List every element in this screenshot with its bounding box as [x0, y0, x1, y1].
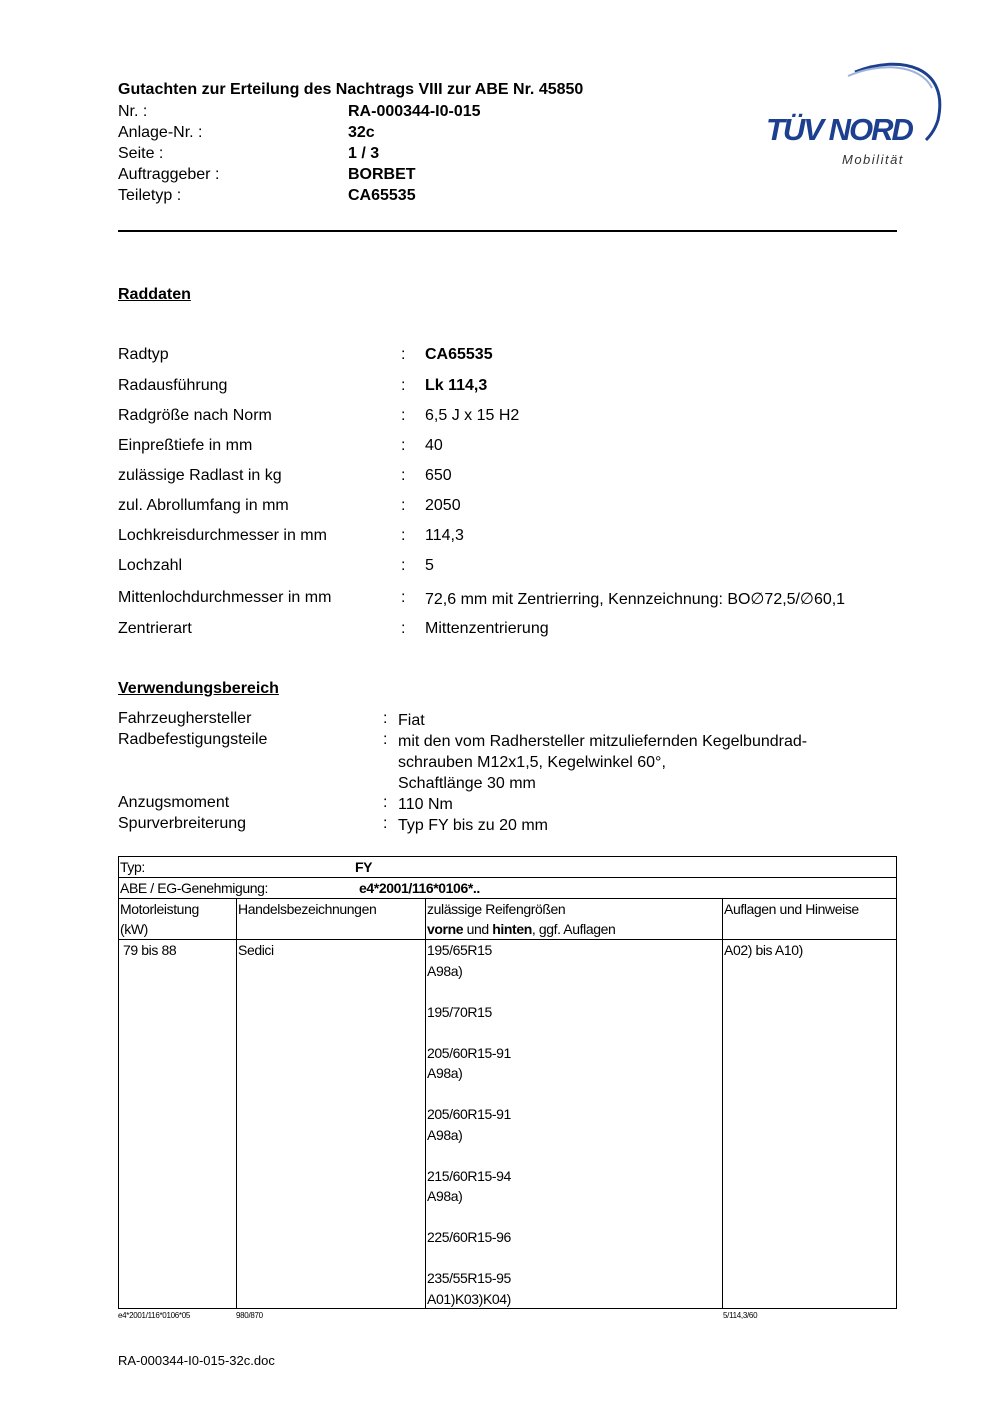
col-header-motor-line: Motorleistung: [120, 901, 199, 917]
raddaten-value: 40: [425, 437, 443, 454]
col-header-reifen-line: zulässige Reifengrößen: [427, 901, 566, 917]
verwendung-label: Fahrzeughersteller: [118, 710, 252, 727]
raddaten-separator: :: [401, 589, 406, 606]
raddaten-label: zulässige Radlast in kg: [118, 467, 282, 484]
tire-entry: A98a): [427, 1188, 463, 1204]
tire-entry: 235/55R15-95: [427, 1270, 511, 1286]
raddaten-separator: :: [401, 557, 406, 574]
table-column-rule: [236, 898, 237, 1308]
header-value: 32c: [348, 124, 375, 141]
raddaten-row: [118, 589, 918, 611]
col-header-motor-line: (kW): [120, 921, 148, 937]
raddaten-label: Einpreßtiefe in mm: [118, 437, 253, 454]
auflagen-value: A02) bis A10): [724, 942, 803, 958]
table-column-rule: [722, 898, 723, 1308]
raddaten-row: [118, 437, 918, 459]
raddaten-label: Zentrierart: [118, 620, 192, 637]
raddaten-label: zul. Abrollumfang in mm: [118, 497, 289, 514]
verwendung-value-line: Schaftlänge 30 mm: [398, 775, 536, 792]
raddaten-value: 114,3: [425, 527, 464, 544]
tire-entry: 205/60R15-91: [427, 1044, 511, 1061]
col-header-auflagen: Auflagen und Hinweise: [724, 901, 859, 917]
typ-value: FY: [355, 859, 373, 875]
raddaten-label: Radausführung: [118, 377, 228, 394]
header-row-nr: [118, 103, 678, 124]
raddaten-row: [118, 346, 918, 368]
verwendung-value: [398, 731, 807, 794]
verwendung-separator: :: [383, 710, 388, 727]
header-value: BORBET: [348, 166, 416, 183]
tire-entry: [427, 1145, 511, 1166]
raddaten-value: 6,5 J x 15 H2: [425, 407, 520, 424]
header-label: Teiletyp :: [118, 187, 182, 204]
raddaten-separator: :: [401, 346, 406, 363]
tuv-nord-logo: [760, 58, 950, 173]
table-column-rule: [425, 898, 426, 1308]
logo-brand-text: TÜV NORD: [766, 112, 912, 147]
verwendung-value: Fiat: [398, 712, 425, 729]
raddaten-row: [118, 557, 918, 579]
raddaten-value: 2050: [425, 497, 461, 514]
tire-entry: [427, 1022, 511, 1043]
raddaten-value: 72,6 mm mit Zentrierring, Kennzeichnung: BO∅72,5/∅60,1: [425, 591, 846, 608]
document-title: Gutachten zur Erteilung des Nachtrags VIII zur ABE Nr. 45850: [118, 81, 584, 98]
verwendung-separator: :: [383, 731, 388, 748]
header-row-teiletyp: [118, 187, 678, 208]
raddaten-label: Lochkreisdurchmesser in mm: [118, 527, 327, 544]
section-heading-raddaten: Raddaten: [118, 286, 191, 303]
tire-entry: A01)K03)K04): [427, 1290, 511, 1307]
header-label: Anlage-Nr. :: [118, 124, 203, 141]
document-filename: RA-000344-I0-015-32c.doc: [118, 1353, 275, 1368]
raddaten-separator: :: [401, 467, 406, 484]
header-row-seite: [118, 145, 678, 166]
tire-entry: [427, 981, 511, 1002]
header-value: RA-000344-I0-015: [348, 103, 481, 120]
tire-entry: A98a): [427, 1065, 463, 1081]
raddaten-separator: :: [401, 437, 406, 454]
header-label: Nr. :: [118, 103, 148, 120]
header-row-auftraggeber: [118, 166, 678, 187]
tire-entry: [427, 1248, 511, 1269]
logo-subtitle-text: Mobilität: [842, 152, 904, 167]
col-header-und: und: [463, 921, 493, 937]
col-header-vorne: vorne: [427, 921, 464, 937]
raddaten-separator: :: [401, 527, 406, 544]
col-header-reifen-line: [427, 919, 615, 939]
raddaten-separator: :: [401, 497, 406, 514]
verwendung-separator: :: [383, 815, 388, 832]
header-value: CA65535: [348, 187, 416, 204]
verwendung-label: Spurverbreiterung: [118, 815, 247, 832]
section-heading-verwendungsbereich: Verwendungsbereich: [118, 680, 279, 697]
raddaten-separator: :: [401, 620, 406, 637]
raddaten-label: Radgröße nach Norm: [118, 407, 272, 424]
tire-entry: A98a): [427, 962, 463, 979]
col-header-auflagen-suffix: , ggf. Auflagen: [531, 921, 616, 937]
raddaten-value: 650: [425, 467, 452, 484]
tire-entry: 195/65R15: [427, 942, 492, 958]
abe-label: ABE / EG-Genehmigung:: [120, 880, 269, 896]
tire-size-list: [427, 940, 511, 1309]
raddaten-value: 5: [425, 557, 434, 574]
col-header-hinten: hinten: [492, 921, 532, 937]
col-header-reifen: [427, 899, 615, 939]
verwendung-value-line: mit den vom Radhersteller mitzuliefernden Kegelbundrad-: [398, 733, 808, 750]
header-label: Seite :: [118, 145, 164, 162]
header-row-anlage: [118, 124, 678, 145]
col-header-handelsbezeichnungen: Handelsbezeichnungen: [238, 901, 377, 917]
footnote-masses: 980/870: [236, 1311, 263, 1320]
raddaten-value: Lk 114,3: [425, 377, 488, 394]
typ-label: Typ:: [120, 859, 145, 875]
tire-entry: 205/60R15-91: [427, 1106, 511, 1122]
verwendung-separator: :: [383, 794, 388, 811]
tire-entry: 225/60R15-96: [427, 1229, 511, 1245]
raddaten-row: [118, 497, 918, 519]
raddaten-row: [118, 527, 918, 549]
verwendung-value-line: schrauben M12x1,5, Kegelwinkel 60°,: [398, 754, 666, 771]
tire-entry: 215/60R15-94: [427, 1167, 511, 1184]
raddaten-label: Radtyp: [118, 346, 169, 363]
footnote-approval: e4*2001/116*0106*05: [118, 1311, 191, 1320]
raddaten-label: Mittenlochdurchmesser in mm: [118, 589, 332, 606]
verwendung-value: Typ FY bis zu 20 mm: [398, 817, 548, 834]
tire-entry: A98a): [427, 1126, 463, 1143]
raddaten-row: [118, 407, 918, 429]
header-label: Auftraggeber :: [118, 166, 220, 183]
handelsbezeichnung-value: Sedici: [238, 942, 274, 958]
header-value: 1 / 3: [348, 145, 380, 162]
raddaten-separator: :: [401, 377, 406, 394]
tire-entry: 195/70R15: [427, 1003, 492, 1020]
header-divider: [118, 230, 897, 232]
tire-entry: [427, 1084, 511, 1105]
footnote-pcd: 5/114,3/60: [723, 1311, 758, 1320]
tire-approval-table: [118, 856, 897, 1309]
logo-arc-icon: [760, 58, 950, 173]
raddaten-row: [118, 620, 918, 642]
motor-value: 79 bis 88: [123, 942, 177, 958]
raddaten-label: Lochzahl: [118, 557, 183, 574]
col-header-motor: [120, 899, 199, 939]
raddaten-separator: :: [401, 407, 406, 424]
raddaten-row: [118, 467, 918, 489]
raddaten-value: Mittenzentrierung: [425, 620, 549, 637]
raddaten-row: [118, 377, 918, 399]
verwendung-label: Radbefestigungsteile: [118, 731, 268, 748]
raddaten-value: CA65535: [425, 346, 493, 363]
verwendung-value: 110 Nm: [398, 796, 453, 813]
verwendung-label: Anzugsmoment: [118, 794, 230, 811]
abe-value: e4*2001/116*0106*..: [359, 880, 480, 896]
tire-entry: [427, 1207, 511, 1228]
